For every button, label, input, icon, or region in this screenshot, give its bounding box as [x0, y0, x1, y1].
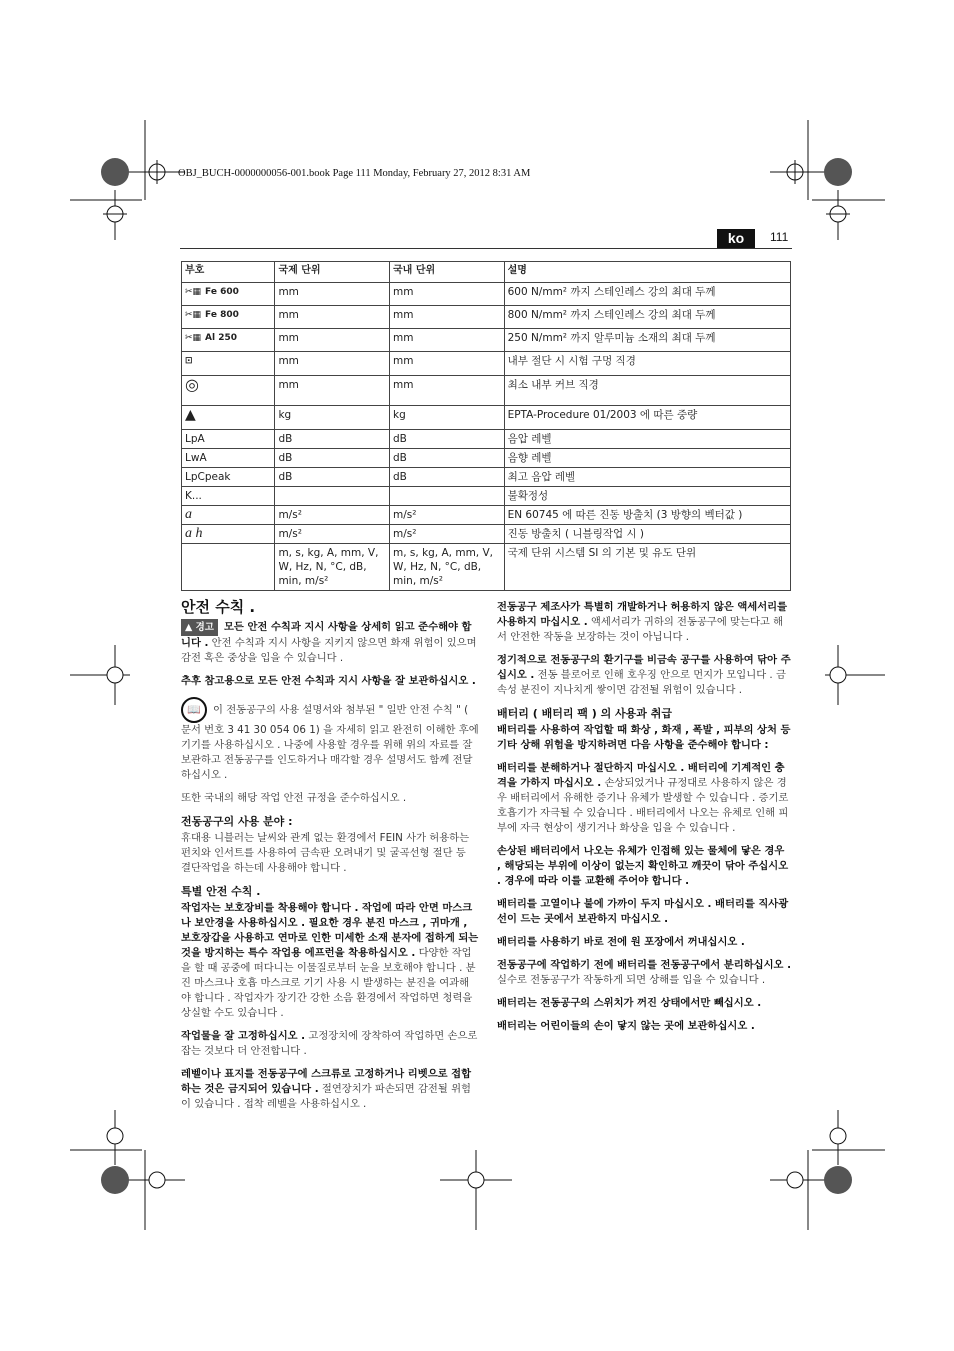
paragraph: 배터리는 전동공구의 스위치가 꺼진 상태에서만 빼십시오 . [497, 997, 762, 1009]
table-row [182, 306, 791, 329]
table-row [182, 449, 791, 468]
table-row [182, 487, 791, 506]
table-cell: mm [390, 306, 505, 329]
table-cell: mm [275, 352, 390, 376]
paragraph: 배터리는 어린이들의 손이 닿지 않는 곳에 보관하십시오 . [497, 1020, 755, 1032]
table-cell: kg [390, 406, 505, 430]
paragraph: 또한 국내의 해당 작업 안전 규정을 준수하십시오 . [181, 792, 407, 804]
table-cell: dB [275, 468, 390, 487]
paragraph: ▲ 경고 모든 안전 수칙과 지시 사항을 상세히 읽고 준수해야 합니다 . 안전 수칙과 지시 사항을 지키지 않으면 화재 위험이 있으며 감전 혹은 중상을 입을 수 있습니다 . [181, 621, 477, 664]
table-cell: m, s, kg, A, mm, V, W, Hz, N, °C, dB, min, m/s² [390, 544, 505, 591]
table-row [182, 430, 791, 449]
table-row [182, 525, 791, 544]
header-rule [180, 248, 792, 249]
table-row [182, 283, 791, 306]
table-cell: 600 N/mm² 까지 스테인레스 강의 최대 두께 [504, 283, 790, 306]
heading-special: 특별 안전 수칙 . [181, 885, 261, 898]
table-header-row [182, 262, 791, 283]
table-row [182, 376, 791, 406]
symbol-cell: LwA [182, 449, 275, 468]
table-cell: m, s, kg, A, mm, V, W, Hz, N, °C, dB, min, m/s² [275, 544, 390, 591]
table-cell: mm [275, 283, 390, 306]
page-number: 111 [770, 230, 789, 244]
paragraph: 작업물을 잘 고정하십시오 . 고정장치에 장착하여 작업하면 손으로 잡는 것보다 더 안전합니다 . [181, 1030, 478, 1057]
paragraph: 📖 이 전동공구의 사용 설명서와 첨부된 " 일반 안전 수칙 " ( 문서 번호 3 41 30 054 06 1) 을 자세히 읽고 완전히 이해한 후에 기기를 사용하십시오 . 나중에 사용할 경우를 위해 위의 자료를 잘 보관하고 전동공구를 인도하거나 매각할 경우 설명서도 함께 전달하십시오 . [181, 697, 479, 783]
weight-icon: ▲ [185, 407, 196, 423]
symbol-cell: ✂▦ Fe 600 [182, 283, 275, 306]
table-cell: 800 N/mm² 까지 스테인레스 강의 최대 두께 [504, 306, 790, 329]
header-national-unit: 국내 단위 [390, 262, 505, 283]
paragraph: 추후 참고용으로 모든 안전 수칙과 지시 사항을 잘 보관하십시오 . [181, 675, 476, 687]
table-cell: mm [275, 306, 390, 329]
left-column [181, 600, 479, 1120]
table-cell: mm [390, 376, 505, 406]
table-cell: mm [390, 352, 505, 376]
paragraph: 휴대용 니블러는 날씨와 관계 없는 환경에서 FEIN 사가 허용하는 펀치와 인서트를 사용하여 금속판 오려내기 및 굴곡선형 절단 등 결단작업을 하는데 사용해야 합니다 . [181, 832, 470, 874]
symbol-cell: LpA [182, 430, 275, 449]
symbol-cell [182, 406, 275, 430]
table-row [182, 506, 791, 525]
symbol-cell: ✂▦ Fe 800 [182, 306, 275, 329]
heading-use: 전동공구의 사용 분야 : [181, 815, 293, 828]
paragraph: 레벨이나 표지를 전동공구에 스크류로 고정하거나 리벳으로 접합하는 것은 금지되어 있습니다 . 절연장치가 파손되면 감전될 위험이 있습니다 . 접착 레벨을 사용하십시오 . [181, 1068, 472, 1110]
table-cell: mm [275, 329, 390, 352]
table-cell: 음압 레벨 [504, 430, 790, 449]
header-description: 설명 [504, 262, 790, 283]
table-cell: 250 N/mm² 까지 알루미늄 소재의 최대 두께 [504, 329, 790, 352]
cut-thickness-icon: ✂▦ [185, 287, 202, 297]
table-cell: m/s² [390, 525, 505, 544]
table-cell: mm [390, 283, 505, 306]
curve-radius-icon: ◎ [185, 375, 199, 394]
paragraph: 손상된 배터리에서 나오는 유체가 인접해 있는 물체에 닿은 경우 , 해당되는 부위에 이상이 없는지 확인하고 깨끗이 닦아 주십시오 . 경우에 따라 이를 교환해 주어야 합니다 . [497, 845, 789, 887]
table-cell: 최고 음압 레벨 [504, 468, 790, 487]
table-cell: dB [275, 430, 390, 449]
table-row [182, 329, 791, 352]
symbol-cell [182, 544, 275, 591]
table-cell: dB [275, 449, 390, 468]
section-title-safety: 안전 수칙 . [181, 598, 256, 616]
paragraph: 전동공구 제조사가 특별히 개발하거나 허용하지 않은 액세서리를 사용하지 마십시오 . 액세서리가 귀하의 전동공구에 맞는다고 해서 안전한 작동을 보장하는 것이 아닙니다 . [497, 601, 788, 643]
paragraph: 작업자는 보호장비를 착용해야 합니다 . 작업에 따라 안면 마스크나 보안경을 사용하십시오 . 필요한 경우 분진 마스크 , 귀마개 , 보호장갑을 사용하고 연마로 인한 미세한 소재 분자에 접하게 되는 것을 방지하는 특수 작업용 에프런을 착용하십시오 . 다양한 작업을 할 때 공중에 떠다니는 이물질로부터 눈을 보호해야 합니다 . 분진 마스크나 호흡 마스크로 기기 사용 시 발생하는 분진을 여과해야 합니다 . 작업자가 장기간 강한 소음 환경에서 작업하면 청력을 상실할 수도 있습니다 . [181, 902, 479, 1019]
table-cell: 불확정성 [504, 487, 790, 506]
table-cell: 음향 레벨 [504, 449, 790, 468]
table-row [182, 544, 791, 591]
table-cell: m/s² [390, 506, 505, 525]
cut-thickness-icon: ✂▦ [185, 310, 202, 320]
table-cell: EPTA-Procedure 01/2003 에 따른 중량 [504, 406, 790, 430]
table-cell: dB [390, 449, 505, 468]
table-cell: dB [390, 430, 505, 449]
table-cell: dB [390, 468, 505, 487]
symbol-cell [182, 376, 275, 406]
table-row [182, 468, 791, 487]
table-cell: m/s² [275, 525, 390, 544]
cut-thickness-icon: ✂▦ [185, 333, 202, 343]
table-row [182, 406, 791, 430]
header-symbol: 부호 [182, 262, 275, 283]
symbol-cell: a h [182, 525, 275, 544]
table-cell: mm [275, 376, 390, 406]
table-cell: 국제 단위 시스템 SI 의 기본 및 유도 단위 [504, 544, 790, 591]
symbol-cell [182, 352, 275, 376]
header-intl-unit: 국제 단위 [275, 262, 390, 283]
table-cell: 내부 절단 시 시험 구멍 직경 [504, 352, 790, 376]
symbol-cell: K... [182, 487, 275, 506]
language-badge: ko [717, 229, 755, 248]
right-column [497, 600, 791, 1042]
paragraph: 배터리를 분해하거나 절단하지 마십시오 . 배터리에 기계적인 충격을 가하지 마십시오 . 손상되었거나 규정대로 사용하지 않은 경우 배터리에서 유해한 증기나 유체가 발생할 수 있습니다 . 증기로 호흡기가 자극될 수 있습니다 . 배터리에서 나오는 유체로 인해 피부에 자극 현상이 생기거나 화상을 입을 수 있습니다 . [497, 762, 789, 834]
paragraph: 전동공구에 작업하기 전에 배터리를 전동공구에서 분리하십시오 . 실수로 전동공구가 작동하게 되면 상해를 입을 수 있습니다 . [497, 959, 791, 986]
table-cell: m/s² [275, 506, 390, 525]
specification-table [181, 261, 791, 591]
table-cell: kg [275, 406, 390, 430]
table-cell: 최소 내부 커브 직경 [504, 376, 790, 406]
table-cell: mm [390, 329, 505, 352]
test-hole-icon: ⊡ [185, 356, 193, 366]
paragraph: 배터리를 사용하여 작업할 때 화상 , 화재 , 폭발 , 피부의 상처 등 기타 상해 위험을 방지하려면 다음 사항을 준수해야 합니다 : [497, 724, 791, 751]
symbol-cell: LpCpeak [182, 468, 275, 487]
table-cell [275, 487, 390, 506]
heading-battery: 배터리 ( 배터리 팩 ) 의 사용과 취급 [497, 707, 672, 720]
symbol-cell: a [182, 506, 275, 525]
warning-badge: ▲ 경고 [181, 619, 218, 636]
table-cell: 진동 방출치 ( 니블링작업 시 ) [504, 525, 790, 544]
table-cell [390, 487, 505, 506]
table-row [182, 352, 791, 376]
paragraph: 배터리를 사용하기 바로 전에 원 포장에서 꺼내십시오 . [497, 936, 745, 948]
table-cell: EN 60745 에 따른 진동 방출치 (3 방향의 벡터값 ) [504, 506, 790, 525]
print-slug: OBJ_BUCH-0000000056-001.book Page 111 Monday, February 27, 2012 8:31 AM [178, 168, 531, 179]
symbol-cell: ✂▦ Al 250 [182, 329, 275, 352]
paragraph: 정기적으로 전동공구의 환기구를 비금속 공구를 사용하여 닦아 주십시오 . 전동 블로어로 인해 호우징 안으로 먼지가 모입니다 . 금속성 분진이 지나치게 쌓이면 감전될 위험이 있습니다 . [497, 654, 791, 696]
paragraph: 배터리를 고열이나 불에 가까이 두지 마십시오 . 배터리를 직사광선이 드는 곳에서 보관하지 마십시오 . [497, 898, 789, 925]
read-manual-icon: 📖 [181, 697, 207, 723]
